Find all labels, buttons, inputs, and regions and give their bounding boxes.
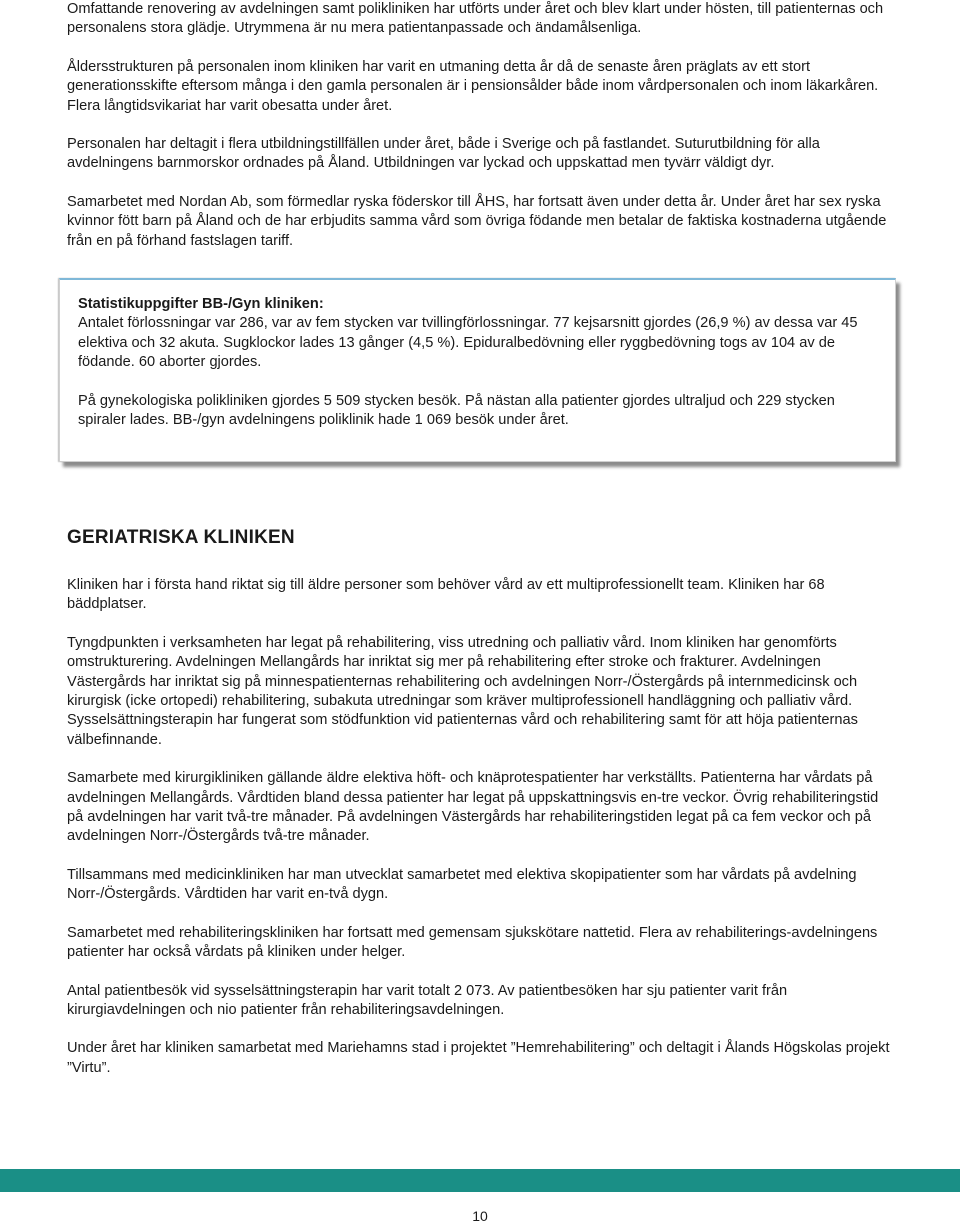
paragraph-medicine-cooperation: Tillsammans med medicinkliniken har man utvecklat samarbetet med elektiva skopipatienter som har vårdats på avdelning Norr-/Östergårds. Vårdtiden har varit en-två dygn.: [67, 866, 857, 903]
statistics-box: [59, 278, 896, 462]
section-heading: GERIATRISKA KLINIKEN: [67, 527, 295, 548]
paragraph-focus: Tyngdpunkten i verksamheten har legat på rehabilitering, viss utredning och palliativ vård. Inom kliniken har genomförts omstrukturering. Avdelningen Mellangårds har inriktat sig mer på rehabilitering efter stroke och frakturer. Avdelningen Västergårds har inriktat sig på minnespatienternas rehabilitering och avdelningen Norr-/Östergårds på internmedicinsk och kirurgisk (icke ortopedi) rehabilitering, subakuta utredningar som kräver multiprofessionell handläggning och palliativ vård. Sysselsättningsterapin har fungerat som stödfunktion vid patienternas vård och rehabilitering samt för att höja patienternas välbefinnande.: [67, 634, 858, 748]
statistics-title: Statistikuppgifter BB-/Gyn kliniken:: [78, 296, 324, 312]
footer-bar: [0, 1169, 960, 1192]
paragraph-patient-visits: Antal patientbesök vid sysselsättningsterapin har varit totalt 2 073. Av patientbesöken har sju patienter varit från kirurgiavdelningen och nio patienter från rehabiliteringsavdelningen.: [67, 982, 788, 1018]
geriatric-section: [67, 526, 893, 1097]
page-number: 10: [472, 1208, 488, 1224]
paragraph-nordan-cooperation: Samarbetet med Nordan Ab, som förmedlar ryska föderskor till ÅHS, har fortsatt även under detta år. Under året har sex ryska kvinnor fött barn på Åland och de har erbjudits samma vård som övriga födande men betalar de faktiska kostnaderna utgående från en på förhand fastslagen tariff.: [67, 193, 887, 249]
paragraph-training: Personalen har deltagit i flera utbildningstillfällen under året, både i Sverige och på fastlandet. Suturutbildning för alla avdelningens barnmorskor ordnades på Åland. Utbildningen var lyckad och uppskattad men tyvärr väldigt dyr.: [67, 136, 820, 172]
paragraph-surgery-cooperation: Samarbete med kirurgikliniken gällande äldre elektiva höft- och knäprotespatienter har verkställts. Patienterna har vårdats på avdelningen Mellangårds. Vårdtiden bland dessa patienter har legat på uppskattningsvis en-tre veckor. Övrig rehabiliteringstid på avdelningen har varit två-tre månader. På avdelningen Västergårds har rehabiliteringstiden legat på ca fem veckor och på avdelningen Norr-/Östergårds två-tre månader.: [67, 770, 879, 845]
paragraph-age-structure: Åldersstrukturen på personalen inom kliniken har varit en utmaning detta år då de senaste åren präglats av ett stort generationsskifte eftersom många i den gamla personalen är i pensionsålder både inom vårdpersonalen och inom läkarkåren. Flera långtidsvikariat har varit obesatta under året.: [67, 58, 879, 114]
paragraph-renovation: Omfattande renovering av avdelningen samt polikliniken har utförts under året och blev klart under hösten, till patienternas och personalens stora glädje. Utrymmena är nu mera patientanpassade och ändamålsenliga.: [67, 1, 884, 37]
paragraph-clinic-scope: Kliniken har i första hand riktat sig till äldre personer som behöver vård av ett multiprofessionellt team. Kliniken har 68 bäddplatser.: [67, 577, 825, 613]
statistics-births-paragraph: Antalet förlossningar var 286, var av fem stycken var tvillingförlossningar. 77 kejsarsnitt gjordes (26,9 %) av dessa var 45 elektiva och 32 akuta. Sugklockor lades 13 gånger (4,5 %). Epiduralbedövning eller ryggbedövning togs av 104 av de födande. 60 aborter gjordes.: [78, 315, 858, 371]
statistics-gyn-paragraph: På gynekologiska polikliniken gjordes 5 509 stycken besök. På nästan alla patienter gjordes ultraljud och 229 stycken spiraler lades. BB-/gyn avdelningens poliklinik hade 1 069 besök under året.: [78, 392, 835, 429]
paragraph-rehab-cooperation: Samarbetet med rehabiliteringskliniken har fortsatt med gemensam sjukskötare nattetid. Flera av rehabiliterings-avdelningens patienter har också vårdats på kliniken under helger.: [67, 924, 878, 961]
intro-section: [67, 0, 893, 270]
paragraph-projects: Under året har kliniken samarbetat med Mariehamns stad i projektet ”Hemrehabilitering” och deltagit i Ålands Högskolas projekt ”Virtu”.: [67, 1040, 890, 1076]
